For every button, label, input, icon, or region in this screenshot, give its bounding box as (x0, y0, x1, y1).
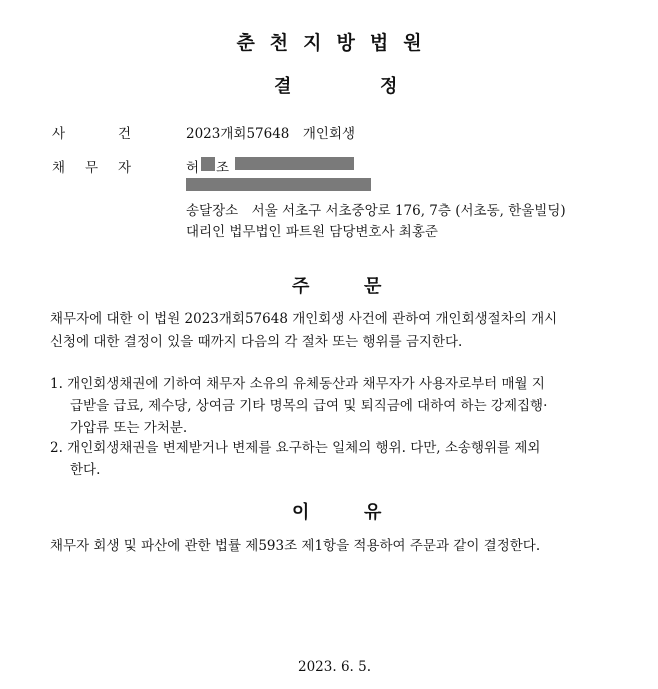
order-item-1-line-1: 1. 개인회생채권에 기하여 채무자 소유의 유체동산과 채무자가 사용자로부터 매월 지 (50, 376, 545, 392)
debtor-name-part-1: 허 (186, 160, 200, 176)
order-heading-char-2: 문 (364, 276, 382, 297)
decision-date: 2023. 6. 5. (298, 659, 371, 675)
redaction-block-address (186, 178, 371, 191)
order-intro-line-2: 신청에 대한 결정이 있을 때까지 다음의 각 절차 또는 행위를 금지한다. (50, 334, 463, 350)
case-label-char-2: 건 (118, 126, 132, 142)
delivery-place: 송달장소 서울 서초구 서초중앙로 176, 7층 (서초동, 한울빌딩) (186, 203, 566, 219)
debtor-name-part-2: 조 (216, 160, 230, 176)
reason-heading-char-1: 이 (292, 502, 310, 523)
order-item-2-line-1: 2. 개인회생채권을 변제받거나 변제를 요구하는 일체의 행위. 다만, 소송행위를 제외 (50, 440, 541, 456)
debtor-label-char-3: 자 (118, 160, 132, 176)
doc-type-char-2: 정 (380, 76, 398, 97)
redaction-block-name (201, 157, 215, 171)
case-label-char-1: 사 (52, 126, 66, 142)
order-item-1-line-3: 가압류 또는 가처분. (70, 420, 188, 436)
debtor-label-char-1: 채 (52, 160, 66, 176)
order-item-1-line-2: 급받을 급료, 제수당, 상여금 기타 명목의 급여 및 퇴직금에 대하여 하는 강제집행· (70, 398, 548, 414)
court-name: 춘천지방법원 (236, 32, 437, 54)
doc-type-char-1: 결 (274, 76, 292, 97)
debtor-label-char-2: 무 (85, 160, 99, 176)
order-item-2-line-2: 한다. (70, 462, 101, 478)
reason-text: 채무자 회생 및 파산에 관한 법률 제593조 제1항을 적용하여 주문과 같이 결정한다. (50, 538, 541, 554)
redaction-block-id (235, 157, 354, 170)
reason-heading-char-2: 유 (364, 502, 382, 523)
order-heading-char-1: 주 (292, 276, 310, 297)
agent: 대리인 법무법인 파트원 담당변호사 최홍준 (186, 224, 438, 240)
case-number: 2023개회57648 개인회생 (186, 126, 356, 142)
order-intro-line-1: 채무자에 대한 이 법원 2023개회57648 개인회생 사건에 관하여 개인회생절차의 개시 (50, 311, 558, 327)
